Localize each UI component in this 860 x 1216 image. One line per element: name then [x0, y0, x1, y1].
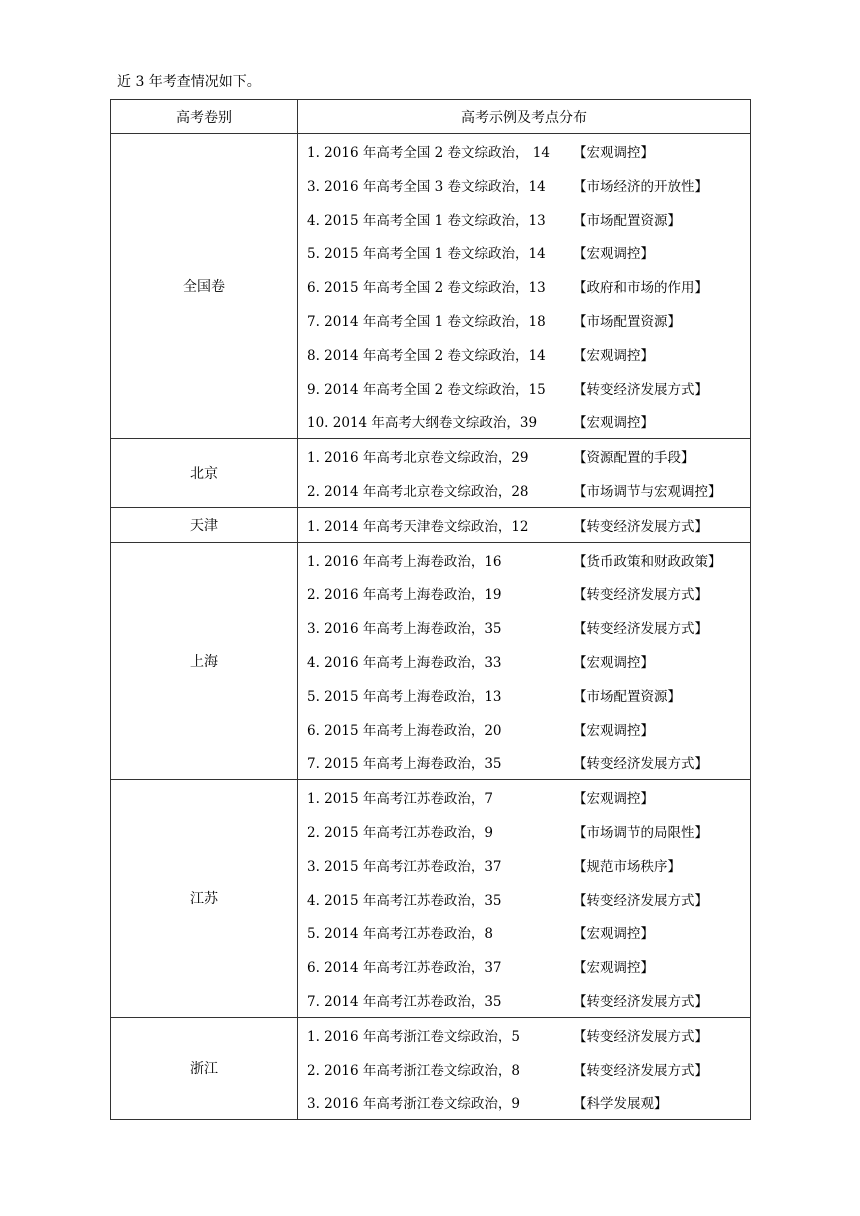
exam-source: 9. 2014 年高考全国 2 卷文综政治，15: [307, 381, 546, 398]
list-item: [298, 814, 750, 848]
table-row: [111, 507, 751, 542]
examples-cell: [298, 780, 751, 1018]
table-header-row: [111, 100, 751, 134]
exam-source: 7. 2015 年高考上海卷政治，35: [307, 756, 502, 773]
list-item: [298, 303, 750, 337]
region-cell: 全国卷: [111, 134, 298, 439]
list-item: [298, 983, 750, 1017]
topic-tag: 【货币政策和财政政策】: [573, 553, 722, 570]
topic-tag: 【转变经济发展方式】: [573, 1028, 708, 1045]
exam-source: 5. 2015 年高考上海卷政治，13: [307, 688, 502, 705]
list-item: [298, 576, 750, 610]
header-examples-and-topics: 高考示例及考点分布: [298, 100, 751, 134]
list-item: [298, 404, 750, 438]
exam-table: [110, 99, 751, 1120]
exam-source: 6. 2015 年高考上海卷政治，20: [307, 722, 502, 739]
exam-source: 1. 2016 年高考北京卷文综政治，29: [307, 450, 529, 467]
table-row: [111, 780, 751, 1018]
region-cell: 天津: [111, 507, 298, 542]
exam-source: 2. 2014 年高考北京卷文综政治，28: [307, 483, 529, 500]
table-row: [111, 134, 751, 439]
exam-source: 3. 2015 年高考江苏卷政治，37: [307, 858, 502, 875]
list-item: [298, 371, 750, 405]
topic-tag: 【市场经济的开放性】: [573, 178, 708, 195]
list-item: [298, 337, 750, 371]
exam-source: 1. 2016 年高考全国 2 卷文综政治， 14: [307, 145, 550, 161]
list-item: [298, 1018, 750, 1052]
exam-source: 4. 2016 年高考上海卷政治，33: [307, 654, 502, 671]
topic-tag: 【市场调节与宏观调控】: [573, 483, 722, 500]
list-item: [298, 543, 750, 577]
exam-source: 6. 2015 年高考全国 2 卷文综政治，13: [307, 280, 546, 297]
list-item: [298, 882, 750, 916]
topic-tag: 【科学发展观】: [573, 1096, 668, 1113]
topic-tag: 【宏观调控】: [573, 347, 654, 364]
exam-source: 10. 2014 年高考大纲卷文综政治，39: [307, 415, 538, 432]
topic-tag: 【宏观调控】: [573, 415, 654, 432]
topic-tag: 【宏观调控】: [573, 722, 654, 739]
topic-tag: 【转变经济发展方式】: [573, 518, 708, 535]
topic-tag: 【宏观调控】: [573, 145, 654, 161]
list-item: [298, 134, 750, 168]
topic-tag: 【转变经济发展方式】: [573, 892, 708, 909]
exam-source: 3. 2016 年高考浙江卷文综政治，9: [307, 1096, 520, 1113]
exam-source: 2. 2016 年高考上海卷政治，19: [307, 587, 502, 604]
exam-source: 6. 2014 年高考江苏卷政治，37: [307, 960, 502, 977]
list-item: [298, 712, 750, 746]
region-cell: 上海: [111, 542, 298, 780]
topic-tag: 【转变经济发展方式】: [573, 756, 708, 773]
exam-source: 5. 2014 年高考江苏卷政治，8: [307, 926, 493, 943]
topic-tag: 【宏观调控】: [573, 960, 654, 977]
exam-source: 3. 2016 年高考上海卷政治，35: [307, 621, 502, 638]
list-item: [298, 202, 750, 236]
table-row: [111, 439, 751, 508]
examples-cell: [298, 542, 751, 780]
exam-source: 1. 2016 年高考上海卷政治，16: [307, 553, 502, 570]
list-item: [298, 949, 750, 983]
list-item: [298, 848, 750, 882]
topic-tag: 【转变经济发展方式】: [573, 1062, 708, 1079]
topic-tag: 【规范市场秩序】: [573, 858, 681, 875]
topic-tag: 【宏观调控】: [573, 926, 654, 943]
examples-cell: [298, 1017, 751, 1119]
region-cell: 江苏: [111, 780, 298, 1018]
topic-tag: 【政府和市场的作用】: [573, 280, 708, 297]
list-item: [298, 269, 750, 303]
list-item: [298, 473, 750, 507]
list-item: [298, 439, 750, 473]
list-item: [298, 235, 750, 269]
topic-tag: 【转变经济发展方式】: [573, 993, 708, 1010]
exam-source: 4. 2015 年高考江苏卷政治，35: [307, 892, 502, 909]
exam-source: 7. 2014 年高考全国 1 卷文综政治，18: [307, 313, 546, 330]
examples-cell: [298, 134, 751, 439]
topic-tag: 【转变经济发展方式】: [573, 587, 708, 604]
topic-tag: 【转变经济发展方式】: [573, 381, 708, 398]
list-item: [298, 610, 750, 644]
topic-tag: 【宏观调控】: [573, 654, 654, 671]
topic-tag: 【宏观调控】: [573, 246, 654, 263]
examples-cell: [298, 439, 751, 508]
exam-source: 1. 2016 年高考浙江卷文综政治，5: [307, 1028, 520, 1045]
list-item: [298, 1085, 750, 1119]
topic-tag: 【市场配置资源】: [573, 688, 681, 705]
region-cell: 北京: [111, 439, 298, 508]
list-item: [298, 678, 750, 712]
topic-tag: 【宏观调控】: [573, 791, 654, 808]
list-item: [298, 780, 750, 814]
topic-tag: 【资源配置的手段】: [573, 450, 695, 467]
intro-text: 近 3 年考查情况如下。: [117, 74, 261, 90]
topic-tag: 【市场配置资源】: [573, 212, 681, 229]
list-item: [298, 508, 750, 542]
table-body: [111, 134, 751, 1120]
table-row: [111, 542, 751, 780]
table-row: [111, 1017, 751, 1119]
list-item: [298, 1052, 750, 1086]
list-item: [298, 644, 750, 678]
exam-source: 1. 2014 年高考天津卷文综政治，12: [307, 518, 529, 535]
exam-source: 2. 2015 年高考江苏卷政治，9: [307, 824, 493, 841]
list-item: [298, 745, 750, 779]
exam-source: 7. 2014 年高考江苏卷政治，35: [307, 993, 502, 1010]
exam-source: 1. 2015 年高考江苏卷政治，7: [307, 791, 493, 808]
exam-source: 8. 2014 年高考全国 2 卷文综政治，14: [307, 347, 546, 364]
exam-source: 3. 2016 年高考全国 3 卷文综政治，14: [307, 178, 546, 195]
topic-tag: 【市场配置资源】: [573, 313, 681, 330]
exam-source: 2. 2016 年高考浙江卷文综政治，8: [307, 1062, 520, 1079]
exam-source: 4. 2015 年高考全国 1 卷文综政治，13: [307, 212, 546, 229]
header-exam-paper: 高考卷别: [111, 100, 298, 134]
topic-tag: 【市场调节的局限性】: [573, 824, 708, 841]
list-item: [298, 168, 750, 202]
examples-cell: [298, 507, 751, 542]
topic-tag: 【转变经济发展方式】: [573, 621, 708, 638]
region-cell: 浙江: [111, 1017, 298, 1119]
exam-source: 5. 2015 年高考全国 1 卷文综政治，14: [307, 246, 546, 263]
list-item: [298, 915, 750, 949]
